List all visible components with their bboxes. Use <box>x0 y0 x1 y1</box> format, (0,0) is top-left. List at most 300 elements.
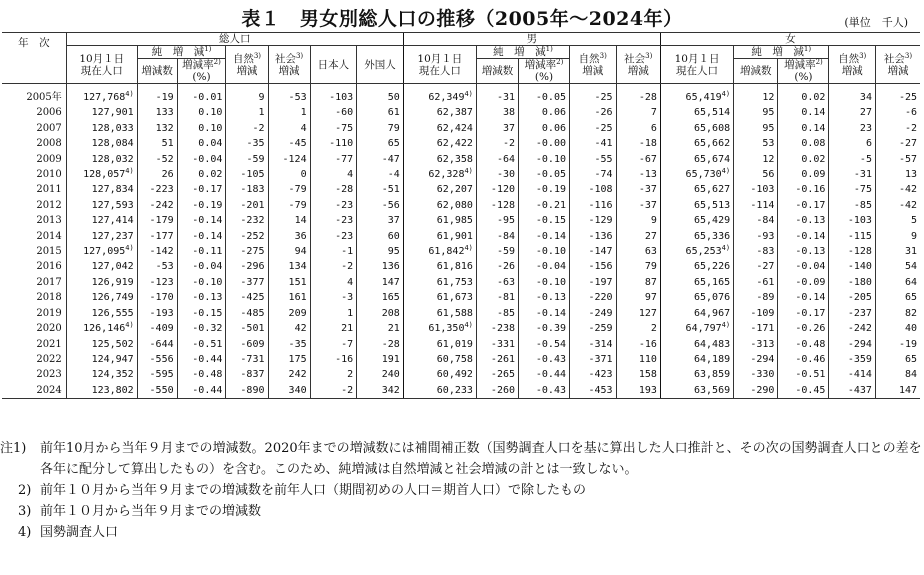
total-social-cell <box>268 337 310 352</box>
year-cell <box>2 167 66 182</box>
female-rate-cell <box>778 306 829 321</box>
year-cell <box>2 367 66 382</box>
cell-value: -108 <box>588 184 613 196</box>
cell-value: 61,019 <box>436 338 473 350</box>
cell-value: 2007 <box>36 122 62 134</box>
male-social-cell <box>616 229 660 244</box>
cell-value: 0.02 <box>801 153 826 165</box>
footnotes <box>0 438 924 543</box>
cell-value: 4 <box>347 276 354 288</box>
total-rate-cell <box>177 213 226 228</box>
cell-value: 2008 <box>36 138 62 150</box>
male-natural-cell <box>570 84 617 106</box>
female-natural-cell <box>829 121 876 136</box>
male-natural-cell <box>570 259 617 274</box>
footnote-4 <box>0 522 924 543</box>
cell-value: 7 <box>650 107 657 119</box>
cell-value: 0.10 <box>198 107 223 119</box>
cell-value: -37 <box>638 199 657 211</box>
cell-value: -37 <box>638 184 657 196</box>
cell-value: -13 <box>638 169 657 181</box>
year-cell <box>2 136 66 151</box>
cell-value: -109 <box>750 307 775 319</box>
total-pop-cell <box>66 213 137 228</box>
cell-value: -609 <box>240 338 265 350</box>
cell-value: -0.39 <box>535 323 566 335</box>
total-inc-cell <box>137 244 177 259</box>
cell-value: -485 <box>240 307 265 319</box>
cell-value: -201 <box>240 199 265 211</box>
cell-value: 87 <box>644 276 657 288</box>
total-rate-cell <box>177 306 226 321</box>
cell-value: -16 <box>335 353 354 365</box>
cell-value: 65,419 <box>685 92 722 103</box>
male-natural-cell <box>570 182 617 197</box>
cell-value: 128,033 <box>91 122 134 134</box>
total-natural-cell <box>226 182 268 197</box>
cell-value: 53 <box>762 138 775 150</box>
cell-value: 127,414 <box>91 215 134 227</box>
total-natural-cell <box>226 275 268 290</box>
female-natural-cell <box>829 337 876 352</box>
cell-value: -136 <box>588 230 613 242</box>
cell-value: -51 <box>381 184 400 196</box>
cell-value: -249 <box>588 307 613 319</box>
female-natural-cell <box>829 105 876 120</box>
cell-value: 126,749 <box>91 292 134 304</box>
cell-value: -0.13 <box>795 246 826 258</box>
male-pop-cell <box>403 337 476 352</box>
male-rate-cell <box>519 229 570 244</box>
total-natural-cell <box>226 290 268 305</box>
year-cell <box>2 383 66 399</box>
female-social-cell <box>875 105 920 120</box>
male-inc-cell <box>476 105 518 120</box>
male-social-cell <box>616 259 660 274</box>
male-social-cell <box>616 290 660 305</box>
male-pop-cell <box>403 167 476 182</box>
cell-value: 125,502 <box>91 338 134 350</box>
cell-value: -19 <box>155 92 174 103</box>
male-rate-cell <box>519 352 570 367</box>
cell-value: -313 <box>750 338 775 350</box>
cell-value: -359 <box>847 353 872 365</box>
female-rate-cell <box>778 121 829 136</box>
cell-value: -0.16 <box>795 184 826 196</box>
female-inc-cell <box>734 290 778 305</box>
total-social-cell <box>268 352 310 367</box>
cell-value: 65,627 <box>693 184 731 196</box>
cell-value: -0.00 <box>535 138 566 150</box>
cell-value: -0.15 <box>192 307 223 319</box>
cell-value: -261 <box>490 353 516 365</box>
cell-value: -0.10 <box>535 153 566 165</box>
cell-value: -26 <box>496 261 516 273</box>
cell-value: -0.11 <box>192 246 223 258</box>
cell-value: -142 <box>149 246 174 258</box>
cell-value: -0.01 <box>192 92 223 103</box>
female-inc-cell <box>734 213 778 228</box>
female-inc-cell <box>734 229 778 244</box>
census-note-marker: 4) <box>464 167 473 176</box>
male-pop-cell <box>403 213 476 228</box>
female-inc-cell <box>734 244 778 259</box>
cell-value: -330 <box>750 369 775 381</box>
cell-value: 2014 <box>36 230 62 242</box>
cell-value: 127,834 <box>91 184 134 196</box>
cell-value: 65 <box>387 138 400 150</box>
male-rate-cell <box>519 213 570 228</box>
female-social-cell <box>875 244 920 259</box>
cell-value: -28 <box>335 184 354 196</box>
cell-value: -26 <box>594 107 613 119</box>
cell-value: -331 <box>490 338 516 350</box>
cell-value: -105 <box>240 169 265 181</box>
male-social-header: 社会$^{3)}$ 増減 <box>616 46 660 84</box>
table-row <box>2 352 920 367</box>
total-natural-cell <box>226 383 268 399</box>
total-social-cell <box>268 84 310 106</box>
total-rate-cell <box>177 259 226 274</box>
cell-value: -0.51 <box>192 338 223 350</box>
cell-value: -453 <box>588 384 613 396</box>
total-inc-cell <box>137 383 177 399</box>
cell-value: 21 <box>387 323 400 335</box>
cell-value: -61 <box>756 276 775 288</box>
cell-value: -42 <box>898 199 917 211</box>
cell-value: -103 <box>847 215 872 227</box>
table-row <box>2 259 920 274</box>
male-pop-cell <box>403 152 476 167</box>
cell-value: 2 <box>650 323 657 335</box>
population-table <box>2 32 920 399</box>
female-pop-header: 10月１日 現在人口 <box>660 46 733 84</box>
cell-value: -64 <box>496 153 516 165</box>
cell-value: -0.04 <box>192 261 223 273</box>
total-natural-cell <box>226 306 268 321</box>
total-inc-cell <box>137 213 177 228</box>
female-natural-cell <box>829 198 876 213</box>
cell-value: 64 <box>904 276 917 288</box>
total-natural-cell <box>226 121 268 136</box>
male-inc-cell <box>476 229 518 244</box>
cell-value: -84 <box>496 230 516 242</box>
cell-value: 2018 <box>36 292 62 304</box>
cell-value: -223 <box>149 184 174 196</box>
cell-value: 65 <box>904 353 917 365</box>
cell-value: 110 <box>638 353 657 365</box>
total-pop-cell <box>66 84 137 106</box>
cell-value: -0.17 <box>192 184 223 196</box>
cell-value: 209 <box>288 307 307 319</box>
male-pop-cell <box>403 229 476 244</box>
total-social-cell <box>268 367 310 382</box>
cell-value: -42 <box>898 184 917 196</box>
female-rate-cell <box>778 182 829 197</box>
cell-value: -59 <box>496 246 516 258</box>
male-natural-cell <box>570 321 617 336</box>
cell-value: -77 <box>335 153 354 165</box>
cell-value: -23 <box>335 230 354 242</box>
male-natural-cell <box>570 337 617 352</box>
female-inc-cell <box>734 383 778 399</box>
total-inc-cell <box>137 275 177 290</box>
cell-value: 65,253 <box>685 246 722 258</box>
cell-value: -19 <box>898 338 917 350</box>
cell-value: 0.04 <box>198 138 223 150</box>
male-inc-cell <box>476 198 518 213</box>
cell-value: 2005年 <box>26 92 62 103</box>
cell-value: -23 <box>335 199 354 211</box>
cell-value: 64,967 <box>693 307 731 319</box>
table-row <box>2 182 920 197</box>
female-rate-cell <box>778 244 829 259</box>
female-pop-cell <box>660 321 733 336</box>
japanese-cell <box>310 167 357 182</box>
male-rate-cell <box>519 259 570 274</box>
cell-value: -0.32 <box>192 323 223 335</box>
cell-value: -5 <box>859 153 872 165</box>
cell-value: 13 <box>904 169 917 181</box>
male-inc-cell <box>476 275 518 290</box>
female-inc-cell <box>734 198 778 213</box>
cell-value: -95 <box>496 215 516 227</box>
cell-value: -0.46 <box>795 353 826 365</box>
cell-value: 95 <box>762 107 775 119</box>
japanese-cell <box>310 367 357 382</box>
cell-value: 0.02 <box>801 92 826 103</box>
cell-value: -63 <box>496 276 516 288</box>
total-inc-cell <box>137 259 177 274</box>
cell-value: -83 <box>756 246 775 258</box>
cell-value: 65,226 <box>693 261 731 273</box>
female-pop-cell <box>660 136 733 151</box>
male-natural-cell <box>570 383 617 399</box>
cell-value: -140 <box>847 261 872 273</box>
total-natural-cell <box>226 244 268 259</box>
female-inc-cell <box>734 167 778 182</box>
cell-value: -275 <box>240 246 265 258</box>
cell-value: -124 <box>282 153 307 165</box>
total-rate-cell <box>177 167 226 182</box>
cell-value: -35 <box>246 138 265 150</box>
cell-value: -25 <box>898 92 917 103</box>
foreigner-cell <box>357 275 404 290</box>
cell-value: 4 <box>347 169 354 181</box>
cell-value: 2022 <box>36 353 62 365</box>
female-natural-cell <box>829 229 876 244</box>
cell-value: -7 <box>341 338 354 350</box>
total-pop-cell <box>66 229 137 244</box>
cell-value: 63 <box>644 246 657 258</box>
male-rate-cell <box>519 198 570 213</box>
total-rate-cell <box>177 105 226 120</box>
cell-value: 1 <box>347 307 354 319</box>
male-social-cell <box>616 306 660 321</box>
total-rate-cell <box>177 152 226 167</box>
female-inc-cell <box>734 275 778 290</box>
cell-value: -0.13 <box>192 292 223 304</box>
japanese-cell <box>310 198 357 213</box>
total-pop-cell <box>66 337 137 352</box>
cell-value: -425 <box>240 292 265 304</box>
female-pop-cell <box>660 229 733 244</box>
female-social-cell <box>875 152 920 167</box>
male-inc-cell <box>476 259 518 274</box>
female-pop-cell <box>660 198 733 213</box>
female-social-header: 社会$^{3)}$ 増減 <box>875 46 920 84</box>
total-rate-cell <box>177 290 226 305</box>
cell-value: 62,207 <box>436 184 473 196</box>
female-natural-header: 自然$^{3)}$ 増減 <box>829 46 876 84</box>
female-social-cell <box>875 306 920 321</box>
cell-value: -0.14 <box>795 292 826 304</box>
cell-value: -103 <box>329 92 354 103</box>
cell-value: 242 <box>288 369 307 381</box>
cell-value: -232 <box>240 215 265 227</box>
foreigner-cell <box>357 321 404 336</box>
male-social-cell <box>616 321 660 336</box>
male-natural-cell <box>570 105 617 120</box>
male-header: 男 <box>403 33 660 46</box>
census-note-marker: 4) <box>464 321 473 330</box>
total-pop-header: 10月１日 現在人口 <box>66 46 137 84</box>
total-net-header: 純 増 減$^{1)}$ <box>137 46 226 59</box>
cell-value: -85 <box>853 199 872 211</box>
cell-value: -0.05 <box>535 92 566 103</box>
year-cell <box>2 321 66 336</box>
cell-value: -183 <box>240 184 265 196</box>
cell-value: 127,593 <box>91 199 134 211</box>
cell-value: -0.45 <box>795 384 826 396</box>
cell-value: -550 <box>149 384 174 396</box>
cell-value: -242 <box>847 323 872 335</box>
female-natural-cell <box>829 167 876 182</box>
cell-value: 26 <box>161 169 174 181</box>
foreigner-cell <box>357 290 404 305</box>
foreigner-cell <box>357 84 404 106</box>
female-inc-cell <box>734 352 778 367</box>
cell-value: 14 <box>294 215 307 227</box>
cell-value: -128 <box>847 246 872 258</box>
cell-value: 6 <box>650 122 657 134</box>
male-rate-cell <box>519 367 570 382</box>
cell-value: 23 <box>859 122 872 134</box>
total-pop-cell <box>66 182 137 197</box>
census-note-marker: 4) <box>721 90 731 98</box>
cell-value: -89 <box>756 292 775 304</box>
footnote-text: 前年10月から当年９月までの増減数。2020年までの増減数には補間補正数（国勢調査人口を基に算出した人口推計と、その次の国勢調査人口との差を各年に配分して算出したもの）を含む。このため、純増減は自然増減と社会増減の計とは一致しない。 <box>40 441 922 477</box>
cell-value: -2 <box>341 384 354 396</box>
female-rate-cell <box>778 213 829 228</box>
unit-label: (単位 千人) <box>844 16 908 29</box>
cell-value: 27 <box>859 107 872 119</box>
cell-value: 240 <box>381 369 400 381</box>
cell-value: 0.10 <box>198 122 223 134</box>
total-rate-cell <box>177 229 226 244</box>
cell-value: -260 <box>490 384 516 396</box>
female-social-cell <box>875 84 920 106</box>
male-inc-cell <box>476 152 518 167</box>
foreigner-cell <box>357 198 404 213</box>
foreigner-cell <box>357 244 404 259</box>
cell-value: -110 <box>329 138 354 150</box>
cell-value: -156 <box>588 261 613 273</box>
cell-value: 42 <box>294 323 307 335</box>
male-inc-cell <box>476 321 518 336</box>
cell-value: -75 <box>335 122 354 134</box>
cell-value: 38 <box>502 107 516 119</box>
japanese-cell <box>310 182 357 197</box>
male-natural-header: 自然$^{3)}$ 増減 <box>570 46 617 84</box>
cell-value: 2020 <box>36 323 62 335</box>
year-cell <box>2 213 66 228</box>
cell-value: -59 <box>246 153 265 165</box>
cell-value: -128 <box>490 199 516 211</box>
total-social-cell <box>268 290 310 305</box>
table-row <box>2 244 920 259</box>
japanese-header: 日本人 <box>310 46 357 84</box>
male-inc-cell <box>476 121 518 136</box>
female-pop-cell <box>660 275 733 290</box>
male-natural-cell <box>570 290 617 305</box>
table-body <box>2 84 920 399</box>
cell-value: -409 <box>149 323 174 335</box>
cell-value: -0.44 <box>192 353 223 365</box>
male-natural-cell <box>570 167 617 182</box>
cell-value: -290 <box>750 384 775 396</box>
cell-value: 9 <box>650 215 657 227</box>
male-social-cell <box>616 167 660 182</box>
male-inc-cell <box>476 383 518 399</box>
total-pop-cell <box>66 306 137 321</box>
cell-value: 84 <box>904 369 917 381</box>
cell-value: -890 <box>240 384 265 396</box>
foreigner-cell <box>357 306 404 321</box>
total-pop-cell <box>66 383 137 399</box>
cell-value: -23 <box>335 215 354 227</box>
japanese-cell <box>310 275 357 290</box>
foreigner-cell <box>357 136 404 151</box>
cell-value: 0.14 <box>801 107 826 119</box>
female-natural-cell <box>829 383 876 399</box>
cell-value: 60,233 <box>436 384 473 396</box>
table-row <box>2 84 920 106</box>
total-pop-cell <box>66 321 137 336</box>
cell-value: 127,042 <box>91 261 134 273</box>
total-rate-cell <box>177 84 226 106</box>
cell-value: -103 <box>750 184 775 196</box>
cell-value: -0.44 <box>192 384 223 396</box>
cell-value: -3 <box>341 292 354 304</box>
cell-value: -0.09 <box>795 276 826 288</box>
total-inc-cell <box>137 337 177 352</box>
year-cell <box>2 121 66 136</box>
cell-value: -79 <box>288 199 307 211</box>
cell-value: 208 <box>381 307 400 319</box>
year-cell <box>2 290 66 305</box>
female-social-cell <box>875 275 920 290</box>
total-pop-cell <box>66 121 137 136</box>
cell-value: -123 <box>149 276 174 288</box>
cell-value: -2 <box>341 261 354 273</box>
cell-value: 136 <box>381 261 400 273</box>
total-social-cell <box>268 182 310 197</box>
cell-value: -0.43 <box>535 384 566 396</box>
cell-value: 127,095 <box>83 246 126 258</box>
cell-value: -238 <box>490 323 516 335</box>
cell-value: -41 <box>594 138 613 150</box>
